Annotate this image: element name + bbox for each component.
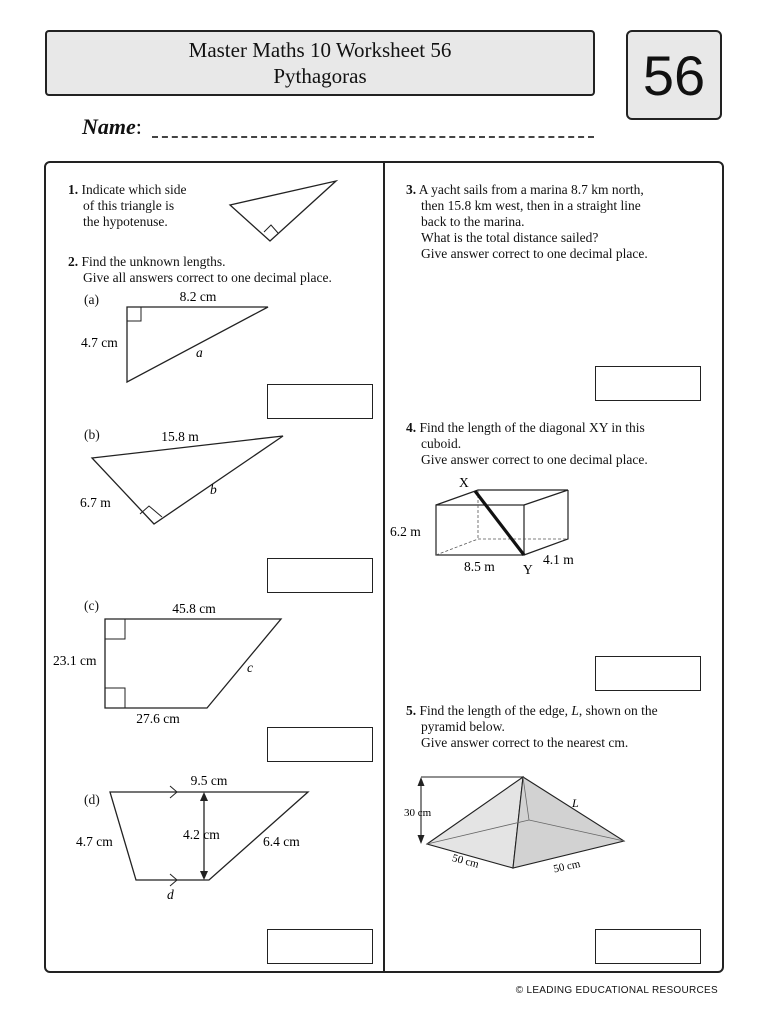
name-label: Name: xyxy=(82,114,142,139)
question-5: 5. Find the length of the edge, L, shown on the pyramid below. Give answer correct to the nearest cm. xyxy=(406,703,658,750)
q1-triangle xyxy=(220,175,350,250)
q2d-diagram xyxy=(70,768,320,908)
q4-height: 6.2 m xyxy=(390,524,421,539)
q5-pyramid-diagram xyxy=(395,765,645,885)
column-divider xyxy=(383,161,385,973)
q5-answer-box[interactable] xyxy=(595,929,701,964)
q2d-left-length: 4.7 cm xyxy=(76,834,113,849)
title-box xyxy=(45,30,595,96)
question-4: 4. Find the length of the diagonal XY in this cuboid. Give answer correct to one decimal place. xyxy=(406,420,648,467)
q5-base-side: 50 cm xyxy=(552,857,582,876)
q2b-side-length: 6.7 m xyxy=(80,495,111,510)
q2a-unknown: a xyxy=(196,345,203,360)
q2b-answer-box[interactable] xyxy=(267,558,373,593)
question-1: 1. Indicate which side of this triangle is the hypotenuse. xyxy=(68,182,187,229)
q2a-diagram xyxy=(70,285,290,395)
q5-edge-label: L xyxy=(572,796,579,810)
q2a-answer-box[interactable] xyxy=(267,384,373,419)
q2d-right-length: 6.4 cm xyxy=(263,834,300,849)
q2c-top-length: 45.8 cm xyxy=(172,601,216,616)
q2b-label: (b) xyxy=(84,427,100,442)
q2d-answer-box[interactable] xyxy=(267,929,373,964)
q4-point-x: X xyxy=(459,475,469,490)
q2c-unknown: c xyxy=(247,660,253,675)
q4-answer-box[interactable] xyxy=(595,656,701,691)
question-3: 3. A yacht sails from a marina 8.7 km north, then 15.8 km west, then in a straight line back to the marina. What is the total distance sailed? Give answer correct to one decimal place. xyxy=(406,182,648,261)
q4-depth: 4.1 m xyxy=(543,552,574,567)
copyright-footer: © LEADING EDUCATIONAL RESOURCES xyxy=(515,985,718,996)
q2c-side-length: 23.1 cm xyxy=(53,653,97,668)
q5-base-front: 50 cm xyxy=(450,852,481,871)
name-field[interactable] xyxy=(152,120,594,138)
q2a-side-length: 4.7 cm xyxy=(81,335,118,350)
q2d-label: (d) xyxy=(84,792,100,807)
q2c-bottom-length: 27.6 cm xyxy=(136,711,180,726)
q2b-diagram xyxy=(70,420,290,530)
q2b-unknown: b xyxy=(210,482,217,497)
question-2: 2. Find the unknown lengths. Give all answers correct to one decimal place. xyxy=(68,254,332,285)
q2d-height: 4.2 cm xyxy=(183,827,220,842)
q4-length: 8.5 m xyxy=(464,559,495,574)
q5-height: 30 cm xyxy=(404,807,432,819)
q2c-diagram xyxy=(50,595,290,730)
q4-point-y: Y xyxy=(523,562,533,577)
worksheet-number: 56 xyxy=(626,30,722,120)
worksheet-topic: Pythagoras xyxy=(273,64,367,88)
q2a-top-length: 8.2 cm xyxy=(179,289,217,304)
q4-cuboid-diagram xyxy=(386,470,601,580)
q2a-label: (a) xyxy=(84,292,99,307)
q2b-top-length: 15.8 m xyxy=(161,429,199,444)
worksheet-title: Master Maths 10 Worksheet 56 xyxy=(188,38,452,62)
q2d-unknown: d xyxy=(167,887,174,902)
q3-answer-box[interactable] xyxy=(595,366,701,401)
q2c-answer-box[interactable] xyxy=(267,727,373,762)
q2c-label: (c) xyxy=(84,598,99,613)
q2d-top-length: 9.5 cm xyxy=(190,773,228,788)
